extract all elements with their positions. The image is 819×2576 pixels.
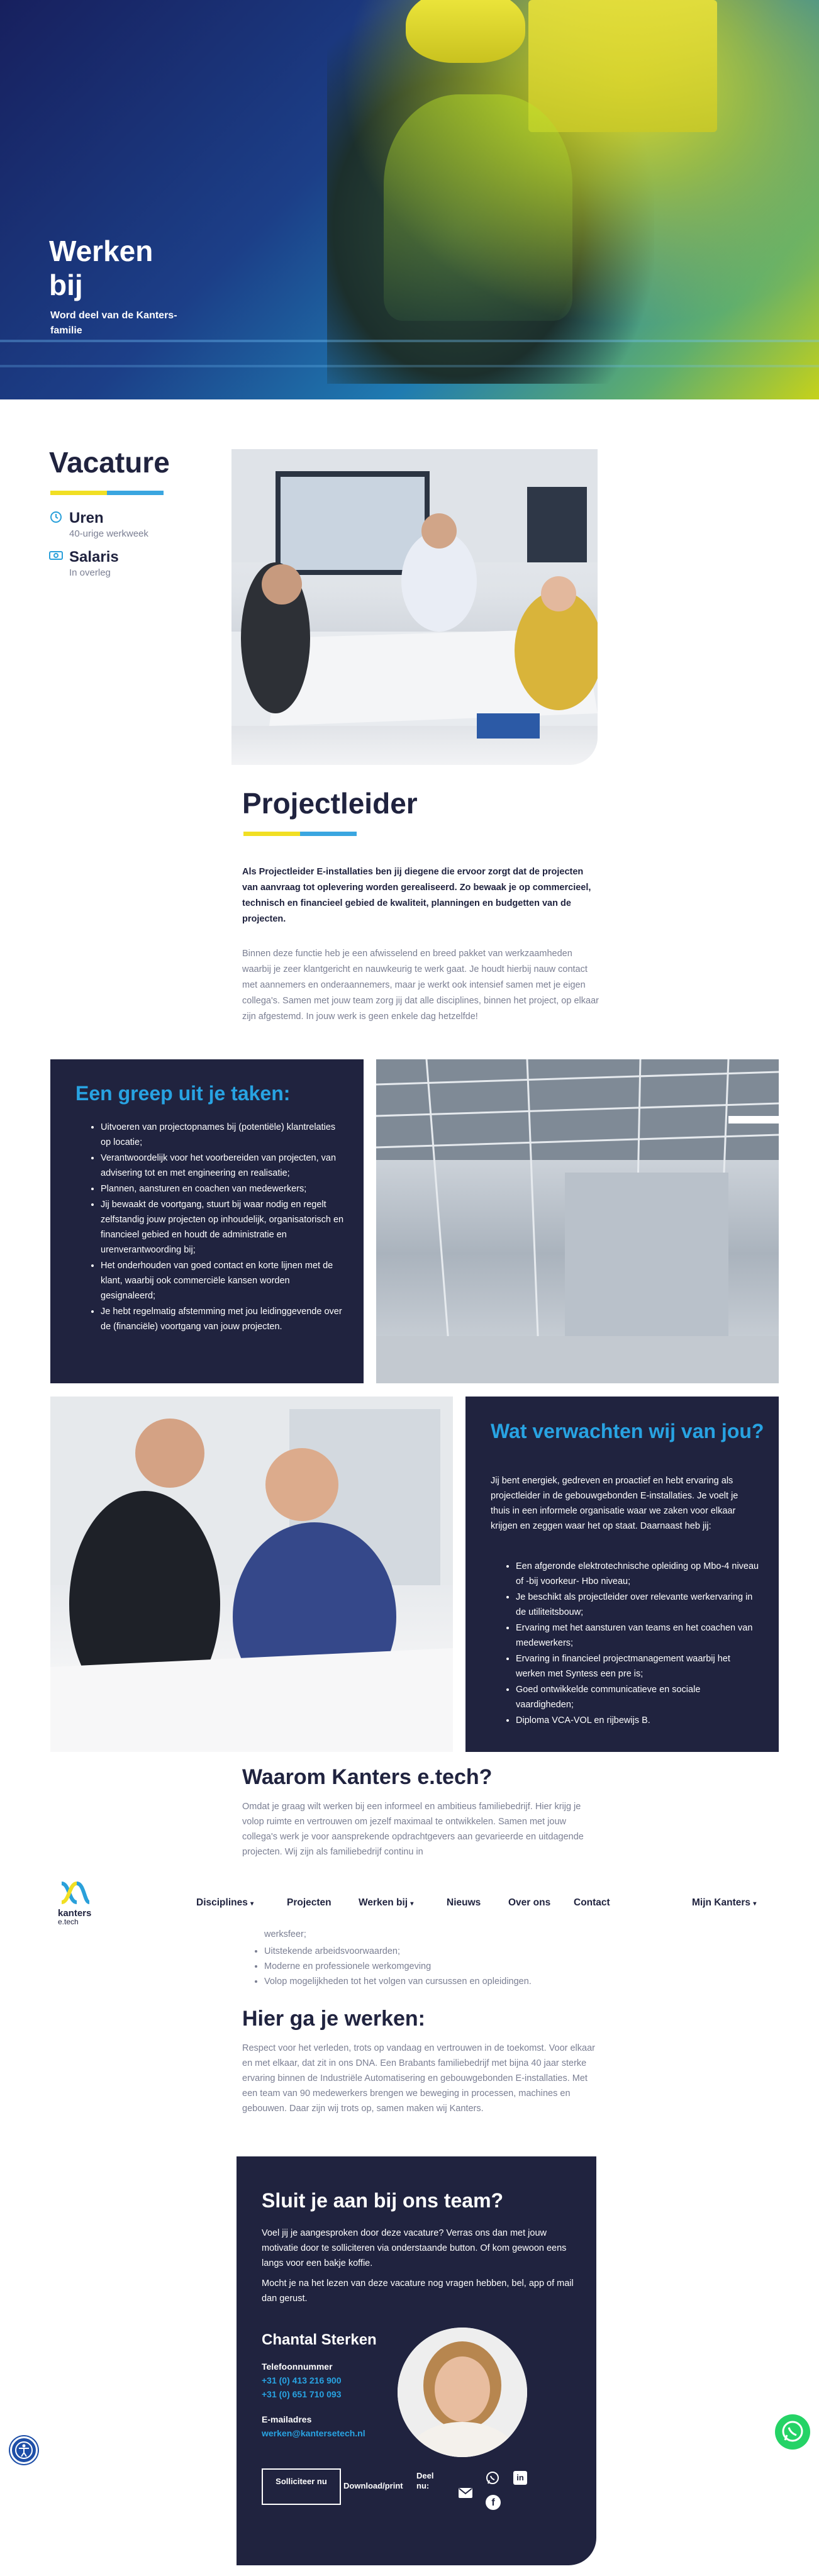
tasks-card	[50, 1059, 364, 1383]
benefits-list	[264, 1944, 616, 1989]
download-print-button[interactable]: Download/print	[343, 2481, 403, 2490]
list-item: • Plannen, aansturen en coachen van medewerkers;	[101, 1181, 345, 1196]
list-item: • Het onderhouden van goed contact en korte lijnen met de klant, waarbij ook commerciële kansen worden gesignaleerd;	[101, 1258, 345, 1303]
email-share-icon[interactable]	[458, 2487, 473, 2499]
contact-card	[237, 2156, 596, 2565]
kanters-logo[interactable]	[58, 1880, 96, 1927]
nav-mijn-kanters[interactable]: Mijn Kanters ▾	[692, 1897, 757, 1908]
list-item: • Verantwoordelijk voor het voorbereiden van projecten, van advisering tot en met engineering en realisatie;	[101, 1151, 345, 1181]
list-item: • Een afgeronde elektrotechnische opleiding op Mbo-4 niveau of -bij voorkeur- Hbo niveau;	[516, 1559, 760, 1589]
hours-value: 40-urige werkweek	[69, 528, 148, 539]
team-photo	[50, 1397, 453, 1752]
accessibility-icon	[12, 2438, 36, 2462]
job-description: Binnen deze functie heb je een afwisselend en breed pakket van werkzaamheden waarbij je zeer klantgericht en nauwkeurig te werk gaat. Je houdt hierbij nauw contact met aannemers en onderaannemers, maar je werkt ook intensief samen met je eigen collega's. Samen met jouw team zorg jij dat alle disciplines, binnen het project, op elkaar zijn afgestemd. In jouw werk is geen enkele dag hetzelfde!	[242, 949, 599, 1022]
nav-werken-bij[interactable]: Werken bij ▾	[359, 1897, 414, 1908]
office-meeting-photo	[231, 449, 598, 765]
list-item: • Moderne en professionele werkomgeving	[264, 1959, 616, 1974]
tasks-list	[87, 1120, 345, 1335]
list-item: • Uitstekende arbeidsvoorwaarden;	[264, 1944, 616, 1959]
list-fragment: werksfeer;	[264, 1930, 306, 1939]
accessibility-button[interactable]	[10, 2436, 38, 2464]
whatsapp-share-icon[interactable]	[486, 2471, 499, 2485]
phone-label: Telefoonnummer	[262, 2361, 333, 2372]
logo-subtext: e.tech	[58, 1917, 79, 1926]
why-heading: Waarom Kanters e.tech?	[242, 1765, 493, 1789]
chevron-down-icon: ▾	[753, 1900, 757, 1907]
tasks-heading: Een greep uit je taken:	[75, 1082, 291, 1105]
expectations-card	[465, 1397, 779, 1752]
nav-nieuws[interactable]: Nieuws	[447, 1897, 481, 1908]
where-body: Respect voor het verleden, trots op vandaag en vertrouwen in de toekomst. Voor elkaar en met elkaar, dat zit in ons DNA. Een Brabants familiebedrijf met bijna 40 jaar sterke ervaring binnen de Industriële Automatisering en gebouwgebonden E-installaties. Met een team van 90 medewerkers brengen we beweging in processen, machines en gebouwen. Daar zijn wij trots op, samen maken wij Kanters.	[242, 2043, 595, 2114]
logo-text: kanters	[58, 1908, 92, 1919]
chevron-down-icon: ▾	[250, 1900, 254, 1907]
nav-contact[interactable]: Contact	[574, 1897, 610, 1908]
contact-name: Chantal Sterken	[262, 2331, 377, 2348]
email-link[interactable]: werken@kantersetech.nl	[262, 2428, 365, 2438]
list-item: • Volop mogelijkheden tot het volgen van cursussen en opleidingen.	[264, 1974, 616, 1989]
salary-label: Salaris	[69, 549, 119, 566]
share-label: Deel nu:	[416, 2471, 434, 2490]
email-label: E-mailadres	[262, 2414, 312, 2424]
list-item: • Uitvoeren van projectopnames bij (potentiële) klantrelaties op locatie;	[101, 1120, 345, 1150]
job-intro: Als Projectleider E-installaties ben jij diegene die ervoor zorgt dat de projecten van aanvraag tot oplevering worden gerealiseerd. Zo bewaak je op commercieel, technisch en financieel gebied de kwaliteit, planningen en budgetten van de projecten.	[242, 867, 591, 924]
hero-helmet-shape	[406, 0, 525, 63]
hero-title: Werken bij	[49, 235, 153, 301]
list-item: • Goed ontwikkelde communicatieve en sociale vaardigheden;	[516, 1682, 760, 1712]
industrial-hall-photo	[376, 1059, 779, 1383]
job-title: Projectleider	[242, 787, 418, 820]
vacancy-title: Vacature	[49, 446, 170, 479]
nav-projecten[interactable]: Projecten	[287, 1897, 332, 1908]
hours-label: Uren	[69, 510, 104, 527]
list-item: • Je hebt regelmatig afstemming met jou leidinggevende over de (financiële) voortgang van jouw projecten.	[101, 1304, 345, 1334]
hero-subtitle: Word deel van de Kanters-familie	[50, 310, 177, 336]
expectations-heading: Wat verwachten wij van jou?	[491, 1420, 764, 1442]
facebook-share-icon[interactable]: f	[486, 2495, 501, 2510]
contact-heading: Sluit je aan bij ons team?	[262, 2189, 504, 2212]
contact-paragraph-2: Mocht je na het lezen van deze vacature nog vragen hebben, bel, app of mail dan gerust.	[262, 2278, 574, 2304]
money-icon	[49, 550, 63, 564]
salary-value: In overleg	[69, 567, 111, 578]
expectations-intro: Jij bent energiek, gedreven en proactief en hebt ervaring als projectleider in de gebouwgebonden E-installaties. Je voelt je thuis in een informele organisatie waar we zaken voor elkaar krijgen en zeggen waar het op staat. Daarnaast heb jij:	[491, 1476, 738, 1531]
contact-paragraph-1: Voel jij je aangesproken door deze vacature? Verras ons dan met jouw motivatie door te solliciteren via onderstaande button. Of kom gewoon eens langs voor een bakje koffie.	[262, 2228, 567, 2268]
nav-disciplines[interactable]: Disciplines ▾	[196, 1897, 254, 1908]
where-heading: Hier ga je werken:	[242, 2007, 426, 2031]
hero-banner	[0, 0, 819, 399]
clock-icon	[49, 511, 63, 525]
list-item: • Je beschikt als projectleider over relevante werkervaring in de utiliteitsbouw;	[516, 1590, 760, 1620]
contact-avatar	[398, 2328, 527, 2457]
list-item: • Diploma VCA-VOL en rijbewijs B.	[516, 1713, 760, 1728]
why-body: Omdat je graag wilt werken bij een informeel en ambitieus familiebedrijf. Hier krijg je volop ruimte en vertrouwen om jezelf maximaal te ontwikkelen. Samen met jouw collega's werk je voor aansprekende opdrachtgevers aan gevarieerde en uitdagende projecten. Wij zijn als familiebedrijf continu in	[242, 1802, 584, 1857]
nav-over-ons[interactable]: Over ons	[508, 1897, 551, 1908]
chevron-down-icon: ▾	[410, 1900, 414, 1907]
job-title-underline	[243, 832, 357, 836]
phone-link-2[interactable]: +31 (0) 651 710 093	[262, 2389, 342, 2399]
linkedin-share-icon[interactable]: in	[513, 2471, 527, 2485]
list-item: • Ervaring in financieel projectmanagement waarbij het werken met Syntess een pre is;	[516, 1651, 760, 1681]
whatsapp-chat-button[interactable]	[775, 2414, 810, 2450]
list-item: • Jij bewaakt de voortgang, stuurt bij waar nodig en regelt zelfstandig jouw projecten op inhoudelijk, organisatorisch en financieel gebied en houdt de administratie en urenverantwoording bij;	[101, 1197, 345, 1257]
list-item: • Ervaring met het aansturen van teams en het coachen van medewerkers;	[516, 1620, 760, 1651]
expectations-list	[502, 1559, 760, 1729]
whatsapp-icon	[775, 2414, 810, 2450]
title-underline	[50, 491, 164, 495]
apply-button[interactable]: Solliciteer nu	[262, 2468, 341, 2505]
main-navigation	[0, 1866, 819, 1941]
phone-link-1[interactable]: +31 (0) 413 216 900	[262, 2375, 342, 2385]
